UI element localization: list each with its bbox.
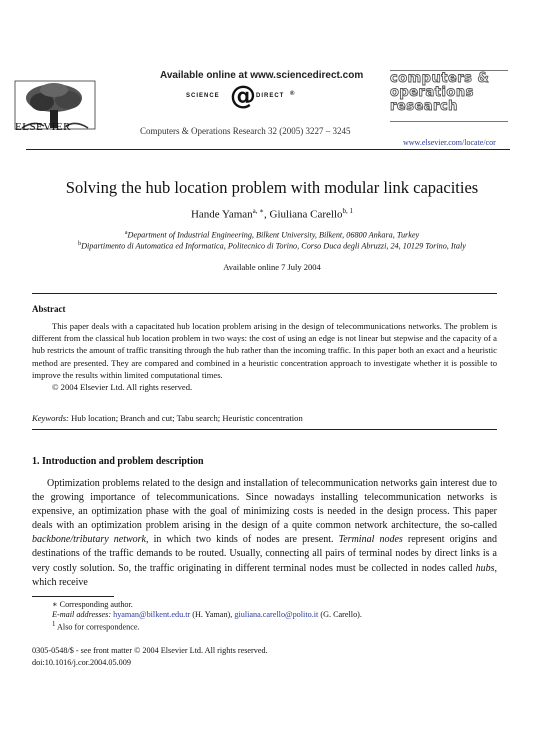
footnote-corresponding-text: Corresponding author. bbox=[57, 600, 133, 609]
email-name-carello: (G. Carello). bbox=[318, 610, 362, 619]
abstract-heading: Abstract bbox=[32, 304, 66, 314]
author-list bbox=[0, 207, 544, 221]
elsevier-wordmark: ELSEVIER bbox=[15, 121, 71, 133]
issn-block bbox=[32, 645, 268, 669]
registered-mark: ® bbox=[290, 91, 296, 97]
sciencedirect-left-word: SCIENCE bbox=[186, 93, 220, 99]
term-hubs: hubs bbox=[475, 562, 495, 574]
brand-rule-bottom bbox=[390, 121, 508, 122]
affiliation-a bbox=[0, 230, 544, 240]
affiliation-b bbox=[0, 241, 544, 251]
sciencedirect-right-word: DIRECT bbox=[256, 93, 285, 99]
footnote-corresponding-mark: ∗ bbox=[52, 600, 58, 609]
term-backbone: backbone/tributary network bbox=[32, 534, 146, 546]
affiliation-b-text: Dipartimento di Automatica ed Informatica, Politecnico di Torino, Corso Duca degli Abruzzi, 24, 10129 Torino, Italy bbox=[81, 241, 466, 251]
brand-line-2: operations bbox=[390, 85, 474, 100]
journal-url-link[interactable]: www.elsevier.com/locate/cor bbox=[403, 138, 496, 147]
keywords-list: Hub location; Branch and cut; Tabu search; Heuristic concentration bbox=[68, 413, 303, 423]
email-link-yaman[interactable]: hyaman@bilkent.edu.tr bbox=[113, 610, 191, 619]
abstract-text: This paper deals with a capacitated hub location problem arising in the design of telecommunications networks. The problem is different from the classical hub location problem in two ways: the cost of using an edge is not linear but stepwise and the capacity of a hub restricts the amount of traffic transiting through the hub rather than the incoming traffic. In this paper both an exact and a heuristic method are presented. They are compared and combined in a heuristic concentration approach to investigate whether it is possible to improve the results within limited computational times. bbox=[32, 321, 497, 380]
section-body bbox=[32, 477, 497, 590]
author-yaman: Hande Yaman bbox=[190, 208, 253, 221]
footnote-corresponding bbox=[52, 599, 133, 609]
issn-line: 0305-0548/$ - see front matter © 2004 Elsevier Ltd. All rights reserved. bbox=[32, 646, 268, 655]
journal-citation: Computers & Operations Research 32 (2005) 3227 – 3245 bbox=[140, 126, 351, 136]
brand-line-3: research bbox=[390, 99, 458, 114]
footnote-1 bbox=[52, 621, 140, 632]
abstract-divider-top bbox=[32, 293, 497, 294]
brand-line-1: computers & bbox=[390, 71, 490, 86]
header-divider bbox=[26, 149, 510, 150]
abstract-copyright: © 2004 Elsevier Ltd. All rights reserved. bbox=[52, 382, 193, 393]
affiliation-a-text: Department of Industrial Engineering, Bilkent University, Bilkent, 06800 Ankara, Turkey bbox=[127, 230, 420, 240]
journal-brand bbox=[390, 72, 510, 114]
footnote-1-text: Also for correspondence. bbox=[55, 622, 140, 632]
footnote-1-mark: 1 bbox=[52, 621, 56, 628]
keywords-label: Keywords: bbox=[32, 413, 69, 423]
author-carello-marks: b, 1 bbox=[342, 207, 354, 215]
email-name-yaman: (H. Yaman), bbox=[190, 610, 235, 619]
abstract-divider-bottom bbox=[32, 429, 497, 430]
footnote-emails bbox=[52, 610, 362, 619]
sciencedirect-at-icon: @ bbox=[230, 81, 256, 111]
abstract-body bbox=[32, 320, 497, 393]
doi-line: doi:10.1016/j.cor.2004.05.009 bbox=[32, 658, 131, 667]
paragraph-part-2: , in which two kinds of nodes are present. bbox=[145, 534, 339, 546]
email-link-carello[interactable]: giuliana.carello@polito.it bbox=[234, 610, 319, 619]
keywords bbox=[32, 413, 303, 423]
available-online-notice: Available online at www.sciencedirect.com bbox=[160, 70, 364, 81]
section-heading: 1. Introduction and problem description bbox=[32, 456, 204, 467]
author-carello: Giuliana Carello bbox=[269, 208, 343, 221]
paragraph-part-3: represent origins and destinations of the traffic demands to be routed. Usually, connecting all pairs of terminal nodes by direct links is a very costly solution. So, the traffic originating in different terminal nodes must be collected in nodes called bbox=[32, 534, 497, 574]
footnote-divider bbox=[32, 596, 114, 597]
section-paragraph bbox=[32, 477, 497, 590]
author-separator: , bbox=[264, 208, 270, 221]
author-yaman-marks: a, ∗ bbox=[252, 207, 265, 215]
term-terminal-nodes: Terminal nodes bbox=[338, 534, 403, 546]
sciencedirect-logo bbox=[186, 81, 296, 111]
paragraph-part-4: , which receive bbox=[32, 562, 497, 588]
paragraph-part-1: Optimization problems related to the design and installation of telecommunication networks gain interest due to the growing importance of telecommunications. Since nowadays installing telecommunication networks is expensive, an optimization phase with the goal of minimizing costs is needed in the design process. This paper deals with an optimization problem arising in the design of a quite common network architecture, the so-called bbox=[32, 478, 497, 532]
article-title: Solving the hub location problem with modular link capacities bbox=[65, 178, 479, 197]
affiliation-a-mark: a bbox=[124, 230, 128, 236]
available-date: Available online 7 July 2004 bbox=[223, 262, 321, 272]
email-label: E-mail addresses: bbox=[52, 610, 112, 619]
affiliation-b-mark: b bbox=[78, 241, 82, 247]
